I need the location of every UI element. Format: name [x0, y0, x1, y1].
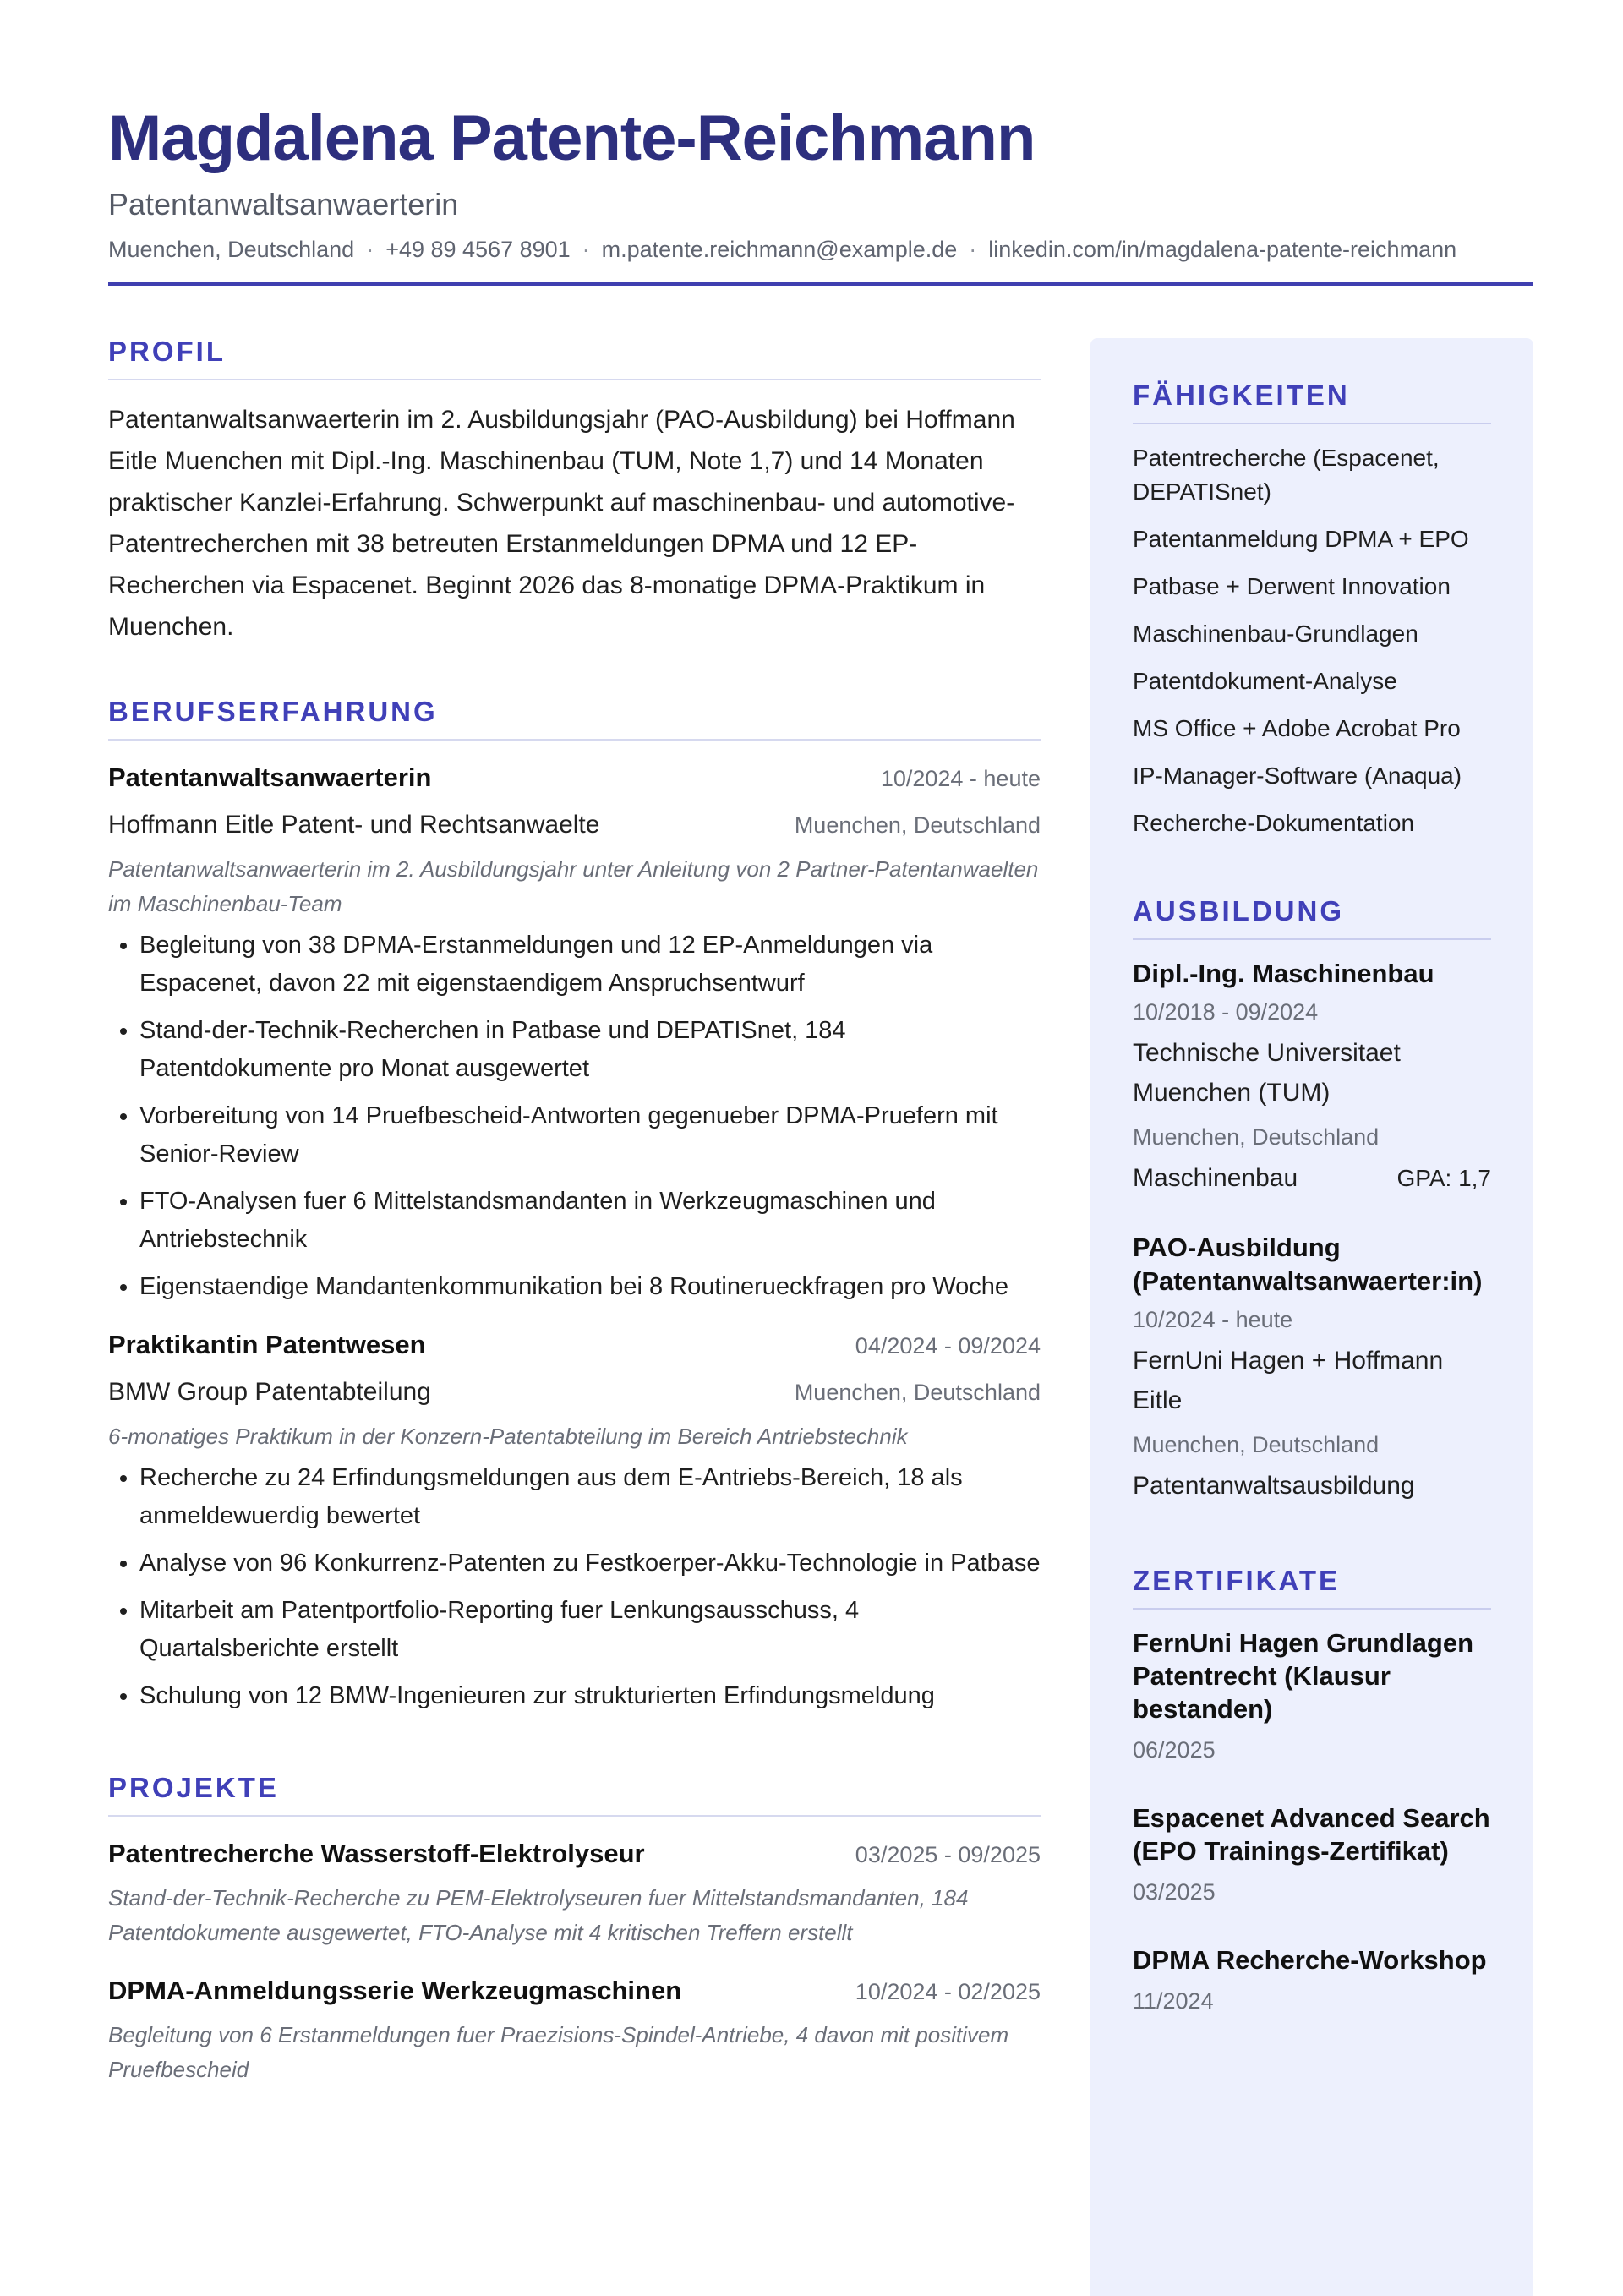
sidebar	[1090, 338, 1533, 2296]
contact-separator: ·	[969, 237, 977, 262]
candidate-title: Patentanwaltsanwaerterin	[108, 187, 459, 221]
contact-separator: ·	[366, 237, 374, 262]
job-bullet: • Recherche zu 24 Erfindungsmeldungen aus dem E-Antriebs-Bereich, 18 als anmeldewuerdig bewertet	[139, 1459, 1041, 1535]
certificate-date: 11/2024	[1133, 1988, 1214, 2014]
candidate-name: Magdalena Patente-Reichmann	[108, 102, 1036, 174]
section-title-certificates: ZERTIFIKATE	[1133, 1564, 1491, 1610]
job-bullets	[108, 927, 1041, 1306]
job-bullet: • Vorbereitung von 14 Pruefbescheid-Antworten gegenueber DPMA-Pruefern mit Senior-Review	[139, 1097, 1041, 1173]
skill-item: MS Office + Adobe Acrobat Pro	[1133, 715, 1461, 741]
section-title-skills: FÄHIGKEITEN	[1133, 379, 1491, 424]
certificate-title: Espacenet Advanced Search (EPO Trainings-Zertifikat)	[1133, 1803, 1490, 1866]
job-bullet: • FTO-Analysen fuer 6 Mittelstandsmandanten in Werkzeugmaschinen und Antriebstechnik	[139, 1183, 1041, 1259]
section-title-experience: BERUFSERFAHRUNG	[108, 695, 1041, 741]
job-bullet: • Begleitung von 38 DPMA-Erstanmeldungen und 12 EP-Anmeldungen via Espacenet, davon 22 mit eigenstaendigem Anspruchsentwurf	[139, 927, 1041, 1003]
section-title-profile: PROFIL	[108, 335, 1041, 380]
project-dates: 10/2024 - 02/2025	[855, 1979, 1041, 2004]
certificate-title: DPMA Recherche-Workshop	[1133, 1945, 1487, 1975]
job-bullet: • Eigenstaendige Mandantenkommunikation bei 8 Routinerueckfragen pro Woche	[139, 1268, 1041, 1306]
contact-linkedin[interactable]: linkedin.com/in/magdalena-patente-reichmann	[988, 237, 1457, 262]
education-school: FernUni Hagen + Hoffmann Eitle	[1133, 1347, 1444, 1414]
job-title: Praktikantin Patentwesen	[108, 1330, 426, 1359]
skill-item: Patentrecherche (Espacenet, DEPATISnet)	[1133, 445, 1440, 505]
job-description: 6-monatiges Praktikum in der Konzern-Patentabteilung im Bereich Antriebstechnik	[108, 1424, 908, 1449]
certificate-entry	[1133, 1626, 1491, 1766]
education-location: Muenchen, Deutschland	[1133, 1124, 1380, 1150]
main-column	[108, 335, 1041, 2109]
job-company: Hoffmann Eitle Patent- und Rechtsanwaelte	[108, 811, 600, 839]
project-entry	[108, 1835, 1041, 1950]
education-school: Technische Universitaet Muenchen (TUM)	[1133, 1039, 1401, 1107]
certificate-title: FernUni Hagen Grundlagen Patentrecht (Klausur bestanden)	[1133, 1628, 1474, 1724]
job-location: Muenchen, Deutschland	[794, 812, 1041, 838]
job-bullets	[108, 1459, 1041, 1715]
education-entry	[1133, 957, 1491, 1197]
contact-separator: ·	[582, 237, 590, 262]
education-field: Patentanwaltsausbildung	[1133, 1472, 1415, 1500]
education-degree: Dipl.-Ing. Maschinenbau	[1133, 959, 1434, 988]
resume-header	[108, 100, 1533, 264]
education-gpa: GPA: 1,7	[1396, 1165, 1491, 1191]
section-title-projects: PROJEKTE	[108, 1771, 1041, 1817]
education-degree: PAO-Ausbildung (Patentanwaltsanwaerter:in)	[1133, 1233, 1483, 1296]
skill-item: Recherche-Dokumentation	[1133, 810, 1415, 836]
job-dates: 04/2024 - 09/2024	[855, 1333, 1041, 1358]
education-dates: 10/2018 - 09/2024	[1133, 999, 1319, 1025]
certificate-date: 06/2025	[1133, 1737, 1216, 1763]
certificate-entry	[1133, 1943, 1491, 2017]
education-location: Muenchen, Deutschland	[1133, 1432, 1380, 1457]
project-title: DPMA-Anmeldungsserie Werkzeugmaschinen	[108, 1976, 682, 2005]
certificate-date: 03/2025	[1133, 1879, 1216, 1905]
project-entry	[108, 1972, 1041, 2087]
skill-item: Patentanmeldung DPMA + EPO	[1133, 526, 1469, 552]
skill-item: Patbase + Derwent Innovation	[1133, 573, 1451, 599]
header-divider	[108, 282, 1533, 286]
profile-text: Patentanwaltsanwaerterin im 2. Ausbildungsjahr (PAO-Ausbildung) bei Hoffmann Eitle Muenchen mit Dipl.-Ing. Maschinenbau (TUM, Note 1,7) und 14 Monaten praktischer Kanzlei-Erfahrung. Schwerpunkt auf maschinenbau- und automotive-Patentrecherchen mit 38 betreuten Erstanmeldungen DPMA und 12 EP-Recherchen via Espacenet. Beginnt 2026 das 8-monatige DPMA-Praktikum in Muenchen.	[108, 406, 1015, 641]
job-dates: 10/2024 - heute	[880, 766, 1041, 791]
job-bullet: • Stand-der-Technik-Recherchen in Patbase und DEPATISnet, 184 Patentdokumente pro Monat ausgewertet	[139, 1012, 1041, 1088]
skill-item: Maschinenbau-Grundlagen	[1133, 620, 1418, 647]
education-field: Maschinenbau	[1133, 1164, 1298, 1192]
education-entry	[1133, 1231, 1491, 1505]
job-bullet: • Mitarbeit am Patentportfolio-Reporting fuer Lenkungsausschuss, 4 Quartalsberichte erstellt	[139, 1592, 1041, 1668]
job-bullet: • Analyse von 96 Konkurrenz-Patenten zu Festkoerper-Akku-Technologie in Patbase	[139, 1544, 1041, 1583]
job-title: Patentanwaltsanwaerterin	[108, 763, 432, 792]
contact-phone[interactable]: +49 89 4567 8901	[385, 237, 571, 262]
skill-item: Patentdokument-Analyse	[1133, 668, 1397, 694]
job-bullet: • Schulung von 12 BMW-Ingenieuren zur strukturierten Erfindungsmeldung	[139, 1677, 1041, 1715]
job-entry	[108, 759, 1041, 1306]
section-title-education: AUSBILDUNG	[1133, 894, 1491, 940]
project-dates: 03/2025 - 09/2025	[855, 1842, 1041, 1867]
certificate-entry	[1133, 1801, 1491, 1908]
education-dates: 10/2024 - heute	[1133, 1307, 1293, 1332]
job-company: BMW Group Patentabteilung	[108, 1378, 431, 1406]
project-description: Begleitung von 6 Erstanmeldungen fuer Praezisions-Spindel-Antriebe, 4 davon mit positivem Pruefbescheid	[108, 2022, 1009, 2082]
skill-item: IP-Manager-Software (Anaqua)	[1133, 763, 1462, 789]
contact-location: Muenchen, Deutschland	[108, 237, 355, 262]
job-location: Muenchen, Deutschland	[794, 1380, 1041, 1405]
contact-line	[108, 235, 1533, 264]
job-description: Patentanwaltsanwaerterin im 2. Ausbildungsjahr unter Anleitung von 2 Partner-Patentanwaelten im Maschinenbau-Team	[108, 856, 1039, 916]
project-title: Patentrecherche Wasserstoff-Elektrolyseur	[108, 1839, 645, 1868]
contact-email[interactable]: m.patente.reichmann@example.de	[601, 237, 958, 262]
project-description: Stand-der-Technik-Recherche zu PEM-Elektrolyseuren fuer Mittelstandsmandanten, 184 Patentdokumente ausgewertet, FTO-Analyse mit 4 kritischen Treffern erstellt	[108, 1885, 969, 1945]
job-entry	[108, 1326, 1041, 1715]
